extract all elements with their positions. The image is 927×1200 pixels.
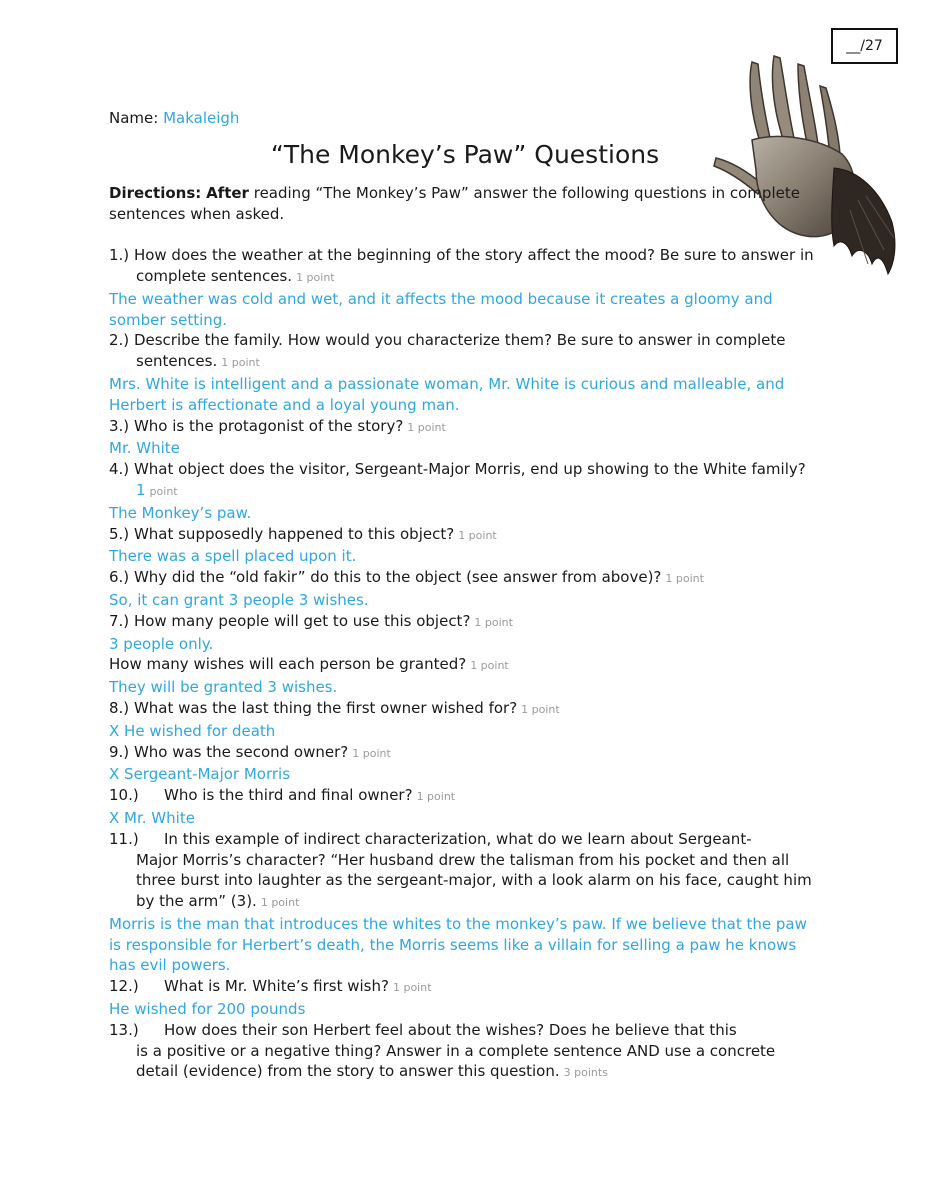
- question-11: [109, 829, 821, 914]
- points-label: 1 point: [458, 528, 497, 542]
- answer-2[interactable]: Mrs. White is intelligent and a passionate woman, Mr. White is curious and malleable, and Herbert is affectionate and a loyal young man.: [109, 374, 785, 414]
- worksheet-content: [109, 108, 821, 1084]
- answer-5[interactable]: There was a spell placed upon it.: [109, 547, 357, 566]
- question-number: 7.): [109, 611, 134, 630]
- question-text: Who is the third and final owner?: [164, 786, 413, 805]
- answer-3[interactable]: Mr. White: [109, 439, 180, 458]
- question-10: [109, 785, 821, 808]
- question-text: What object does the visitor, Sergeant-Major Morris, end up showing to the White family?: [133, 460, 806, 479]
- question-number: 2.): [109, 331, 134, 350]
- points-value: 1: [136, 480, 146, 499]
- question-7: [109, 611, 821, 634]
- answer-7b[interactable]: They will be granted 3 wishes.: [109, 678, 338, 697]
- question-number: 1.): [109, 246, 134, 265]
- directions-label: Directions:: [109, 183, 202, 202]
- question-5: [109, 524, 821, 547]
- question-12: [109, 976, 821, 999]
- points-label: 1 point: [260, 896, 300, 910]
- question-6: [109, 567, 821, 590]
- question-number: 6.): [109, 568, 134, 587]
- question-13: [109, 1020, 821, 1084]
- points-label: point: [149, 484, 178, 498]
- answer-8[interactable]: X He wished for death: [109, 721, 276, 740]
- points-label: 1 point: [392, 981, 432, 995]
- score-text: __/27: [846, 38, 883, 54]
- question-3: [109, 416, 821, 439]
- points-label: 3 points: [563, 1066, 608, 1080]
- answer-10[interactable]: X Mr. White: [109, 808, 195, 827]
- directions-after: After: [206, 183, 249, 202]
- points-label: 1 point: [352, 746, 391, 760]
- answer-9[interactable]: X Sergeant-Major Morris: [109, 765, 291, 784]
- question-number: 10.): [109, 786, 139, 805]
- question-number: 5.): [109, 524, 134, 543]
- question-4: [109, 459, 821, 503]
- question-7b: [109, 654, 821, 677]
- question-text: Describe the family. How would you characterize them? Be sure to answer in complete sentences.: [133, 331, 786, 371]
- answer-11[interactable]: Morris is the man that introduces the whites to the monkey’s paw. If we believe that the paw is responsible for Herbert’s death, the Morris seems like a villain for selling a paw he knows has evil powers.: [109, 914, 807, 975]
- name-label: Name:: [109, 109, 159, 127]
- points-label: 1 point: [221, 356, 260, 370]
- answer-1[interactable]: The weather was cold and wet, and it affects the mood because it creates a gloomy and somber setting.: [109, 289, 773, 329]
- name-line: [109, 108, 821, 129]
- question-number: 13.): [109, 1020, 139, 1039]
- points-label: 1 point: [474, 615, 513, 629]
- question-text: How many wishes will each person be granted?: [109, 655, 467, 674]
- question-number: 11.): [109, 829, 139, 848]
- question-text: What is Mr. White’s first wish?: [164, 977, 389, 996]
- points-label: 1 point: [521, 702, 560, 716]
- name-value: Makaleigh: [163, 109, 240, 127]
- question-number: 4.): [109, 460, 134, 479]
- question-text-first-line: In this example of indirect characterization, what do we learn about Sergeant-: [164, 829, 752, 848]
- question-2: [109, 330, 821, 374]
- question-number: 9.): [109, 742, 134, 761]
- directions-text: reading “The Monkey’s Paw” answer the following questions in complete sentences when asked.: [109, 183, 800, 223]
- question-text: is a positive or a negative thing? Answer in a complete sentence AND use a concrete detail (evidence) from the story to answer this question.: [136, 1041, 776, 1081]
- question-text: Who is the protagonist of the story?: [133, 416, 404, 435]
- directions: [109, 183, 821, 225]
- page-title: “The Monkey’s Paw” Questions: [270, 139, 660, 169]
- question-text: How does the weather at the beginning of the story affect the mood? Be sure to answer in complete sentences.: [133, 246, 814, 285]
- points-label: 1 point: [665, 572, 704, 586]
- answer-6[interactable]: So, it can grant 3 people 3 wishes.: [109, 590, 369, 609]
- question-text: Who was the second owner?: [133, 742, 349, 761]
- points-label: 1 point: [296, 270, 335, 284]
- question-text: Major Morris’s character? “Her husband drew the talisman from his pocket and then all three burst into laughter as the sergeant-major, with a look alarm on his face, caught him by the arm” (3).: [136, 850, 812, 911]
- points-label: 1 point: [416, 790, 456, 804]
- question-8: [109, 698, 821, 721]
- answer-4[interactable]: The Monkey’s paw.: [109, 503, 252, 522]
- question-text: What supposedly happened to this object?: [133, 524, 455, 543]
- question-number: 12.): [109, 977, 139, 996]
- points-label: 1 point: [407, 420, 446, 434]
- question-text: What was the last thing the first owner wished for?: [133, 698, 518, 717]
- question-9: [109, 742, 821, 765]
- question-number: 8.): [109, 698, 134, 717]
- points-label: 1 point: [470, 659, 509, 673]
- question-number: 3.): [109, 416, 134, 435]
- question-text: How many people will get to use this object?: [133, 611, 471, 630]
- question-text-first-line: How does their son Herbert feel about the wishes? Does he believe that this: [164, 1020, 737, 1039]
- question-text: Why did the “old fakir” do this to the object (see answer from above)?: [133, 568, 662, 587]
- question-1: [109, 245, 821, 289]
- answer-7[interactable]: 3 people only.: [109, 634, 214, 653]
- answer-12[interactable]: He wished for 200 pounds: [109, 1000, 306, 1019]
